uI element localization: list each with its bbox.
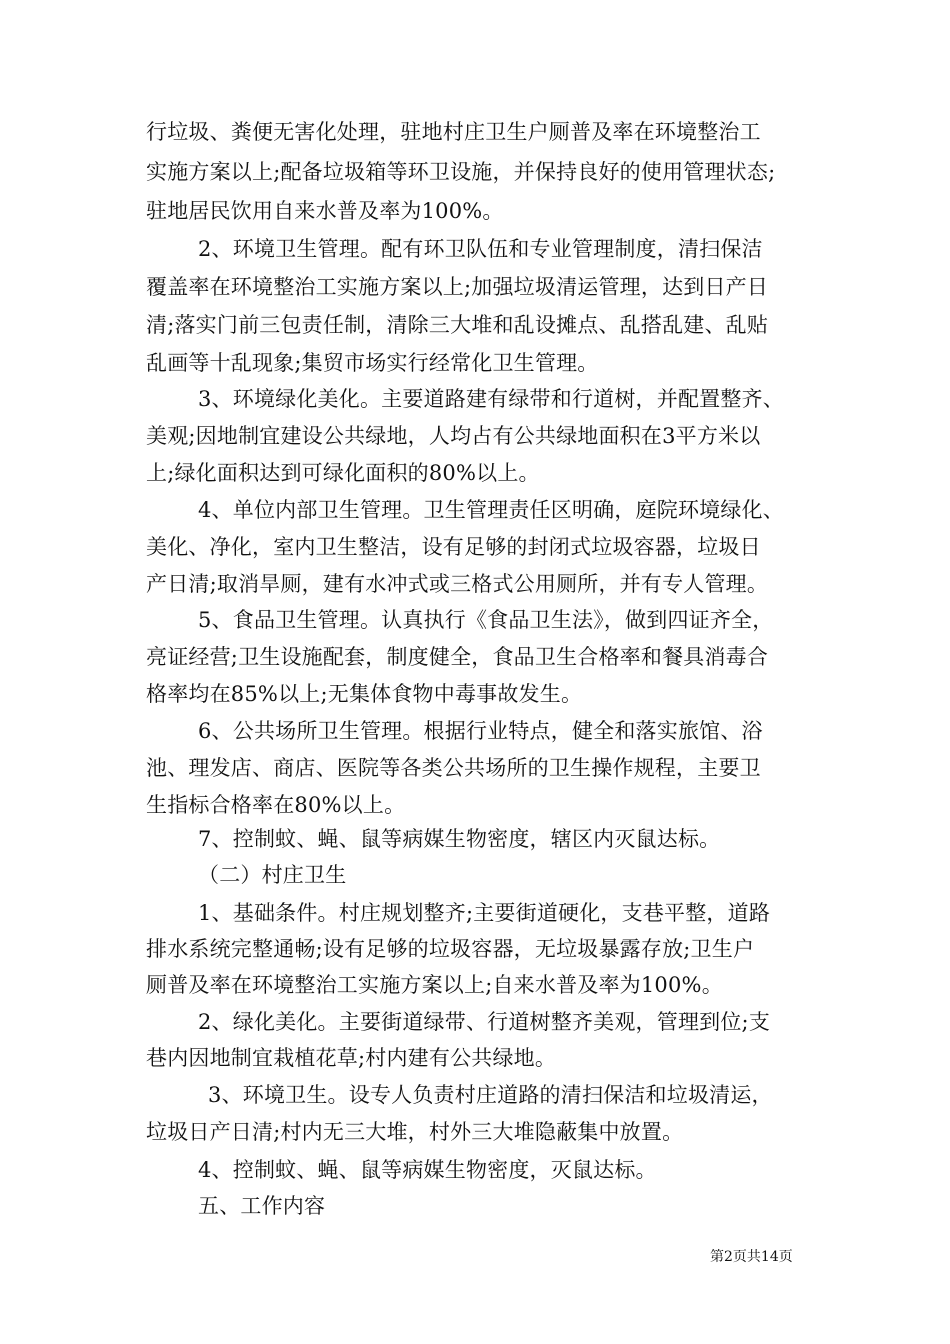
text-line: 厕普及率在环境整治工实施方案以上;自来水普及率为100%。 [146,973,723,997]
text-line: 覆盖率在环境整治工实施方案以上;加强垃圾清运管理，达到日产日 [146,275,769,299]
text-line: 垃圾日产日清;村内无三大堆，村外三大堆隐蔽集中放置。 [146,1120,684,1144]
text-line: 格率均在85%以上;无集体食物中毒事故发生。 [146,682,583,706]
text-line: 4、单位内部卫生管理。卫生管理责任区明确，庭院环境绿化、 [198,498,784,522]
text-line: 5、食品卫生管理。认真执行《食品卫生法》，做到四证齐全， [198,608,774,632]
section-heading: 五、工作内容 [198,1194,326,1218]
text-line: 2、环境卫生管理。配有环卫队伍和专业管理制度，清扫保洁 [198,237,763,261]
page-number-footer: 第2页共14页 [710,1249,793,1265]
text-line: 生指标合格率在80%以上。 [146,793,406,817]
text-line: 2、绿化美化。主要街道绿带、行道树整齐美观，管理到位;支 [198,1010,771,1034]
text-line: 3、环境绿化美化。主要道路建有绿带和行道树，并配置整齐、 [198,387,784,411]
section-heading: （二）村庄卫生 [198,863,347,887]
text-line: 上;绿化面积达到可绿化面积的80%以上。 [146,461,540,485]
text-line: 清;落实门前三包责任制，清除三大堆和乱设摊点、乱搭乱建、乱贴 [146,313,769,337]
text-line: 驻地居民饮用自来水普及率为100%。 [146,199,504,223]
text-line: 6、公共场所卫生管理。根据行业特点，健全和落实旅馆、浴 [198,719,763,743]
text-line: 池、理发店、商店、医院等各类公共场所的卫生操作规程，主要卫 [146,756,761,780]
text-line: 美观;因地制宜建设公共绿地，人均占有公共绿地面积在3平方米以 [146,424,761,448]
text-line: 7、控制蚊、蝇、鼠等病媒生物密度，辖区内灭鼠达标。 [198,827,721,851]
text-line: 亮证经营;卫生设施配套，制度健全，食品卫生合格率和餐具消毒合 [146,645,769,669]
text-line: 1、基础条件。村庄规划整齐;主要街道硬化，支巷平整，道路 [198,901,771,925]
text-line: 行垃圾、粪便无害化处理，驻地村庄卫生户厕普及率在环境整治工 [146,120,761,144]
text-line: 美化、净化，室内卫生整洁，设有足够的封闭式垃圾容器，垃圾日 [146,535,761,559]
text-line: 实施方案以上;配备垃圾箱等环卫设施，并保持良好的使用管理状态; [146,160,776,184]
text-line: 产日清;取消旱厕，建有水冲式或三格式公用厕所，并有专人管理。 [146,572,769,596]
text-line: 4、控制蚊、蝇、鼠等病媒生物密度，灭鼠达标。 [198,1158,657,1182]
text-line: 3、环境卫生。设专人负责村庄道路的清扫保洁和垃圾清运， [208,1083,773,1107]
text-line: 乱画等十乱现象;集贸市场实行经常化卫生管理。 [146,351,599,375]
text-line: 巷内因地制宜栽植花草;村内建有公共绿地。 [146,1046,557,1070]
text-line: 排水系统完整通畅;设有足够的垃圾容器，无垃圾暴露存放;卫生户 [146,937,755,961]
